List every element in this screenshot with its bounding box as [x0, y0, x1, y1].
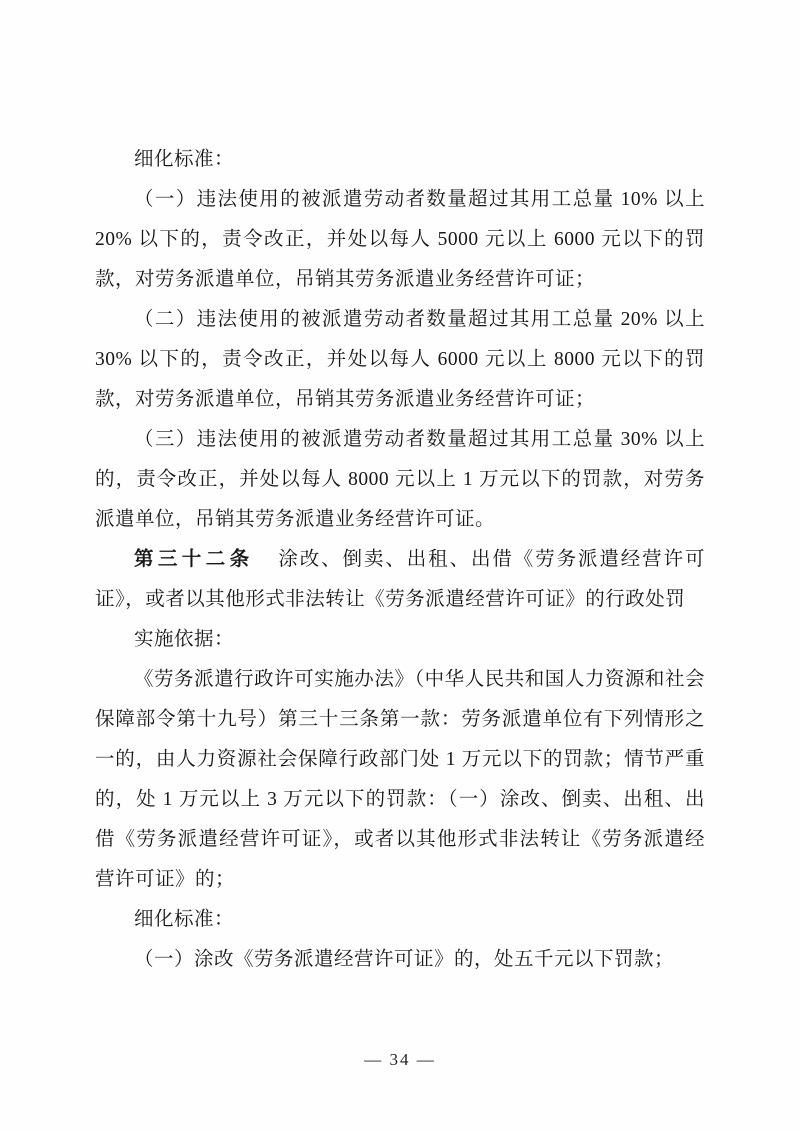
paragraph-item-1: （一）违法使用的被派遣劳动者数量超过其用工总量 10% 以上 20% 以下的，责令改正，并处以每人 5000 元以上 6000 元以下的罚款，对劳务派遣单位，吊销其劳务派遣业务经营许可证； [95, 189, 705, 290]
paragraph-basis-header: 实施依据： [134, 629, 235, 650]
paragraph-standard-header-2: 细化标准： [134, 909, 235, 930]
article-title: 涂改、倒卖、出租、出借《劳务派遣经营许可证》，或者以其他形式非法转让《劳务派遣经营许可证》的行政处罚 [95, 549, 705, 610]
page-number: — 34 — [364, 1050, 436, 1069]
paragraph-item-3: （三）违法使用的被派遣劳动者数量超过其用工总量 30% 以上的，责令改正，并处以每人 8000 元以上 1 万元以下的罚款，对劳务派遣单位，吊销其劳务派遣业务经营许可证。 [95, 429, 705, 530]
paragraph-item-2: （二）违法使用的被派遣劳动者数量超过其用工总量 20% 以上 30% 以下的，责令改正，并处以每人 6000 元以上 8000 元以下的罚款，对劳务派遣单位，吊销其劳务派遣业务经营许可证； [95, 309, 705, 410]
paragraph-standard-header-1: 细化标准： [134, 149, 235, 170]
paragraph-basis-body: 《劳务派遣行政许可实施办法》（中华人民共和国人力资源和社会保障部令第十九号）第三十三条第一款：劳务派遣单位有下列情形之一的，由人力资源社会保障行政部门处 1 万元以下的罚款；情节严重的，处 1 万元以上 3 万元以下的罚款：（一）涂改、倒卖、出租、出借《劳务派遣经营许可证》，或者以其他形式非法转让《劳务派遣经营许可证》的； [95, 669, 705, 890]
article-paragraph [95, 540, 705, 620]
paragraph-standard-item-1: （一）涂改《劳务派遣经营许可证》的，处五千元以下罚款； [134, 949, 675, 970]
article-number: 第三十二条 [134, 549, 254, 570]
